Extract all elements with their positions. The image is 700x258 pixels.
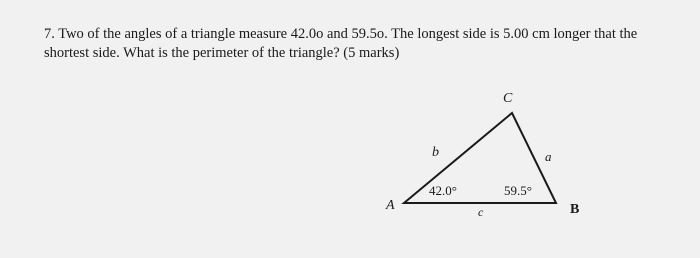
question-text: 7. Two of the angles of a triangle measure 42.0o and 59.5o. The longest side is 5.00 cm longer that the shortest side. What is the perimeter of the triangle? (5 marks) xyxy=(44,26,638,61)
angle-label-a: 42.0° xyxy=(429,183,457,198)
vertex-label-c: C xyxy=(503,91,513,106)
side-label-b: b xyxy=(432,145,439,160)
triangle-outline xyxy=(404,113,556,203)
side-label-a: a xyxy=(545,149,552,164)
vertex-label-b: B xyxy=(570,202,580,217)
vertex-label-a: A xyxy=(386,198,395,213)
angle-label-b: 59.5° xyxy=(504,183,532,198)
side-label-c: c xyxy=(478,205,484,219)
